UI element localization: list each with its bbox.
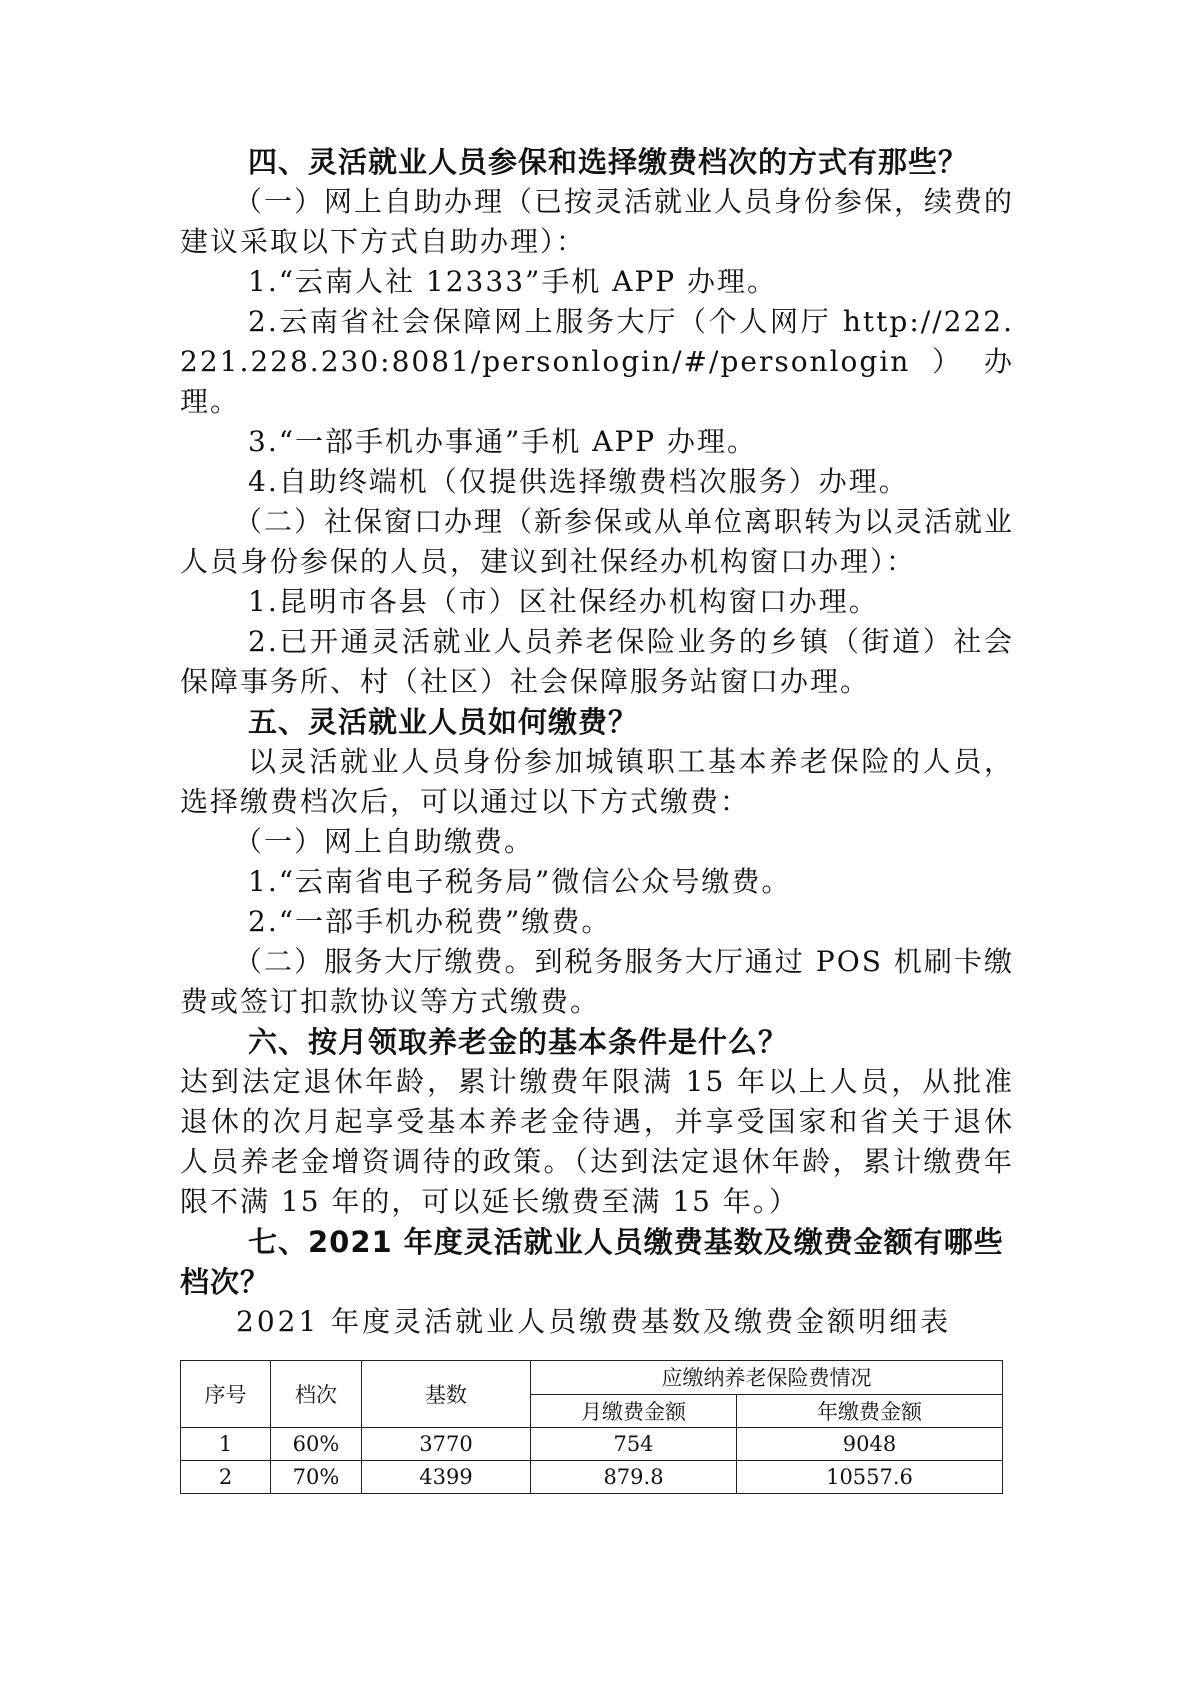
cell-seq: 2 [181, 1461, 271, 1494]
cell-monthly: 754 [531, 1428, 737, 1461]
header-level: 档次 [271, 1361, 362, 1428]
cell-monthly: 879.8 [531, 1461, 737, 1494]
section-5-heading: 五、灵活就业人员如何缴费？ [248, 705, 639, 739]
cell-base: 3770 [362, 1428, 531, 1461]
section-6-heading: 六、按月领取养老金的基本条件是什么？ [248, 1025, 789, 1059]
section-7-heading: 七、2021 年度灵活就业人员缴费基数及缴费金额有哪些档次？ [180, 1225, 1004, 1299]
cell-yearly: 9048 [737, 1428, 1003, 1461]
section-6-body: 达到法定退休年龄，累计缴费年限满 15 年以上人员，从批准退休的次月起享受基本养老金待遇，并享受国家和省关于退休人员养老金增资调待的政策。（达到法定退休年龄，累计缴费年限不满 15 年的，可以延长缴费至满 15 年。） [180, 1065, 1014, 1218]
table-row [181, 1461, 1003, 1494]
header-base: 基数 [362, 1361, 531, 1428]
cell-level: 70% [271, 1461, 362, 1494]
table-header-row [181, 1361, 1003, 1395]
section-4-para-window: （二）社保窗口办理（新参保或从单位离职转为以灵活就业人员身份参保的人员，建议到社保经办机构窗口办理）： [180, 505, 1015, 578]
section-4-item-banshitong: 3.“一部手机办事通”手机 APP 办理。 [248, 425, 758, 458]
section-4-item-terminal: 4.自助终端机（仅提供选择缴费档次服务）办理。 [248, 465, 909, 498]
header-yearly: 年缴费金额 [737, 1394, 1003, 1428]
document-body [180, 142, 1014, 1342]
section-4-item-app: 1.“云南人社 12333”手机 APP 办理。 [248, 265, 778, 298]
section-5-item-wechat: 1.“云南省电子税务局”微信公众号缴费。 [248, 865, 792, 898]
section-5-item-banshuifei: 2.“一部手机办税费”缴费。 [248, 905, 612, 938]
table-caption: 2021 年度灵活就业人员缴费基数及缴费金额明细表 [236, 1305, 952, 1338]
table-row [181, 1428, 1003, 1461]
header-monthly: 月缴费金额 [531, 1394, 737, 1428]
header-group: 应缴纳养老保险费情况 [531, 1361, 1003, 1395]
section-5-intro: 以灵活就业人员身份参加城镇职工基本养老保险的人员，选择缴费档次后，可以通过以下方式缴费： [180, 745, 1014, 818]
cell-base: 4399 [362, 1461, 531, 1494]
cell-yearly: 10557.6 [737, 1461, 1003, 1494]
section-4-item-web-hall: 2.云南省社会保障网上服务大厅（个人网厅 http://222.221.228.230:8081/personlogin/#/personlogin）办理。 [180, 305, 1014, 418]
section-4-para-online: （一）网上自助办理（已按灵活就业人员身份参保，续费的建议采取以下方式自助办理）： [180, 185, 1015, 258]
fee-table [180, 1360, 1003, 1494]
section-5-online: （一）网上自助缴费。 [234, 825, 535, 858]
header-seq: 序号 [181, 1361, 271, 1428]
section-4-item-township: 2.已开通灵活就业人员养老保险业务的乡镇（街道）社会保障事务所、村（社区）社会保障服务站窗口办理。 [180, 625, 1014, 698]
cell-level: 60% [271, 1428, 362, 1461]
section-4-item-county: 1.昆明市各县（市）区社保经办机构窗口办理。 [248, 585, 879, 618]
cell-seq: 1 [181, 1428, 271, 1461]
section-4-heading: 四、灵活就业人员参保和选择缴费档次的方式有那些？ [248, 145, 969, 179]
section-5-hall: （二）服务大厅缴费。到税务服务大厅通过 POS 机刷卡缴费或签订扣款协议等方式缴费。 [180, 945, 1014, 1018]
